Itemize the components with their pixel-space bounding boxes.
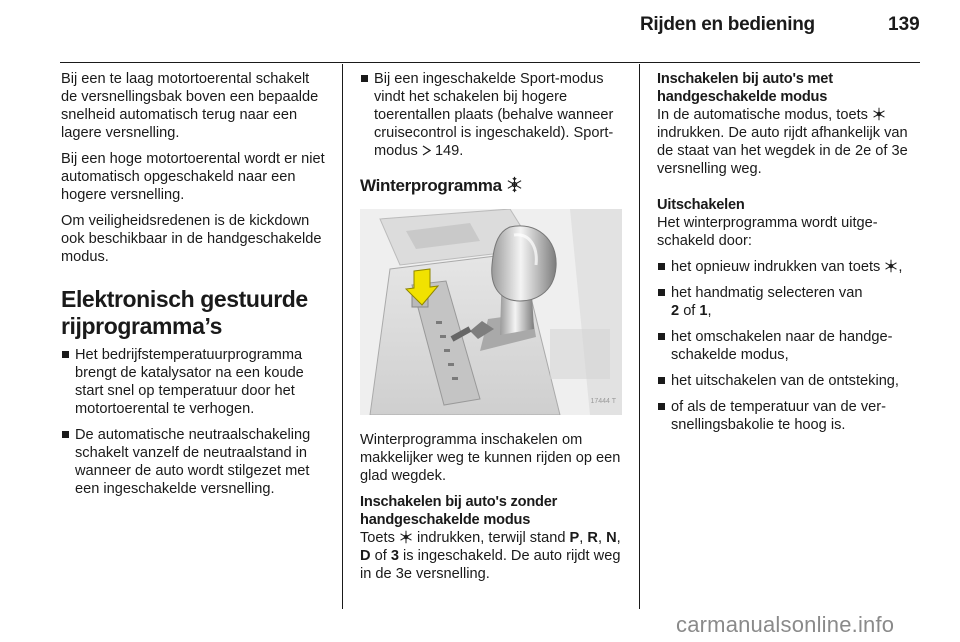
list-item	[657, 284, 923, 320]
list-item: het omschakelen naar de handgeschakelde modus,	[657, 328, 923, 364]
bullet-list	[360, 70, 626, 160]
section-heading: Elektronisch gestuurde rijprogramma’s	[61, 286, 308, 339]
text-fragment: is ingeschakeld. De auto rijdt weg in de 3e versnelling.	[360, 548, 621, 582]
section-heading-text: Winterprogramma	[360, 176, 502, 195]
subheading: Inschakelen bij auto's met handgeschakelde modus	[657, 71, 833, 105]
list-item-text: het handmatig selecteren van	[671, 285, 863, 301]
text-fragment: In de automatische modus, toets	[657, 107, 868, 123]
subheading: Inschakelen bij auto's zonder handgeschakelde modus	[360, 494, 558, 528]
separator: ,	[898, 259, 903, 275]
column-3	[657, 70, 923, 442]
gear-1: 1	[699, 303, 708, 319]
column-divider-2	[639, 64, 640, 609]
list-item-text: Bij een ingeschakelde Sport-modus vindt het schakelen bij hogere toerentallen plaats (behalve wanneer cruisecontrol is ingeschakeld). Sport-modus	[374, 71, 614, 159]
header-title: Rijden en bediening	[640, 14, 815, 35]
paragraph: Het winterprogramma wordt uitgeschakeld door:	[657, 215, 878, 249]
page-reference: 149.	[434, 143, 464, 159]
list-item-text: het opnieuw indrukken van toets	[671, 259, 881, 275]
paragraph: Winterprogramma inschakelen om makkelijker weg te kunnen rijden op een glad wegdek.	[360, 432, 621, 484]
list-item: het uitschakelen van de ontsteking,	[657, 372, 923, 390]
watermark: carmanualsonline.info	[676, 612, 895, 637]
subheading: Uitschakelen	[657, 197, 745, 213]
text-fragment: Toets	[360, 530, 395, 546]
separator: ,	[616, 530, 621, 546]
section-heading	[360, 176, 626, 195]
snowflake-icon	[506, 176, 523, 193]
column-divider-1	[342, 64, 343, 609]
paragraph: Om veiligheidsredenen is de kickdown ook beschikbaar in de handgeschakelde modus.	[61, 213, 322, 265]
separator: ,	[707, 303, 712, 319]
paragraph	[657, 106, 923, 178]
figure-code: 17444 T	[590, 398, 616, 405]
bullet-list	[61, 346, 329, 498]
snowflake-icon	[872, 107, 886, 121]
list-item	[657, 258, 923, 276]
text-fragment: indrukken. De auto rijdt afhankelijk van de staat van het wegdek in de 2e of 3e versnelling weg.	[657, 125, 908, 177]
gear-D: D	[360, 548, 371, 564]
text-fragment: of	[374, 548, 387, 564]
gear-3: 3	[390, 548, 399, 564]
gear-2: 2	[671, 303, 680, 319]
list-item: Het bedrijfstemperatuurprogramma brengt de katalysator na een koude start snel op temperatuur door het motortoerental te verhogen.	[61, 346, 329, 418]
gear-lever-drawing	[360, 209, 622, 415]
snowflake-icon	[399, 530, 413, 544]
paragraph	[360, 529, 626, 583]
paragraph: Bij een te laag motortoerental schakelt de versnellingsbak boven een bepaalde snelheid automatisch terug naar een lagere versnelling.	[61, 71, 319, 141]
gear-selector-illustration	[360, 209, 622, 415]
page-number: 139	[888, 14, 920, 35]
gear-N: N	[606, 530, 617, 546]
separator: ,	[579, 530, 584, 546]
text-fragment: of	[683, 303, 696, 319]
column-2	[360, 70, 626, 591]
separator: ,	[597, 530, 602, 546]
list-item	[360, 70, 626, 160]
gear-R: R	[587, 530, 598, 546]
bullet-list	[657, 258, 923, 434]
list-item: of als de temperatuur van de versnellingsbakolie te hoog is.	[657, 398, 923, 434]
gear-P: P	[569, 530, 580, 546]
list-item: De automatische neutraalschakeling schakelt vanzelf de neutraalstand in wanneer de auto wordt stilgezet met een ingeschakelde versnelling.	[61, 426, 329, 498]
paragraph: Bij een hoge motortoerental wordt er niet automatisch opgeschakeld naar een hogere versnelling.	[61, 151, 325, 203]
text-fragment: indrukken, terwijl stand	[417, 530, 566, 546]
header-rule	[60, 62, 920, 63]
snowflake-icon	[884, 259, 898, 273]
page-reference-arrow-icon	[422, 145, 431, 156]
column-1	[61, 70, 329, 506]
